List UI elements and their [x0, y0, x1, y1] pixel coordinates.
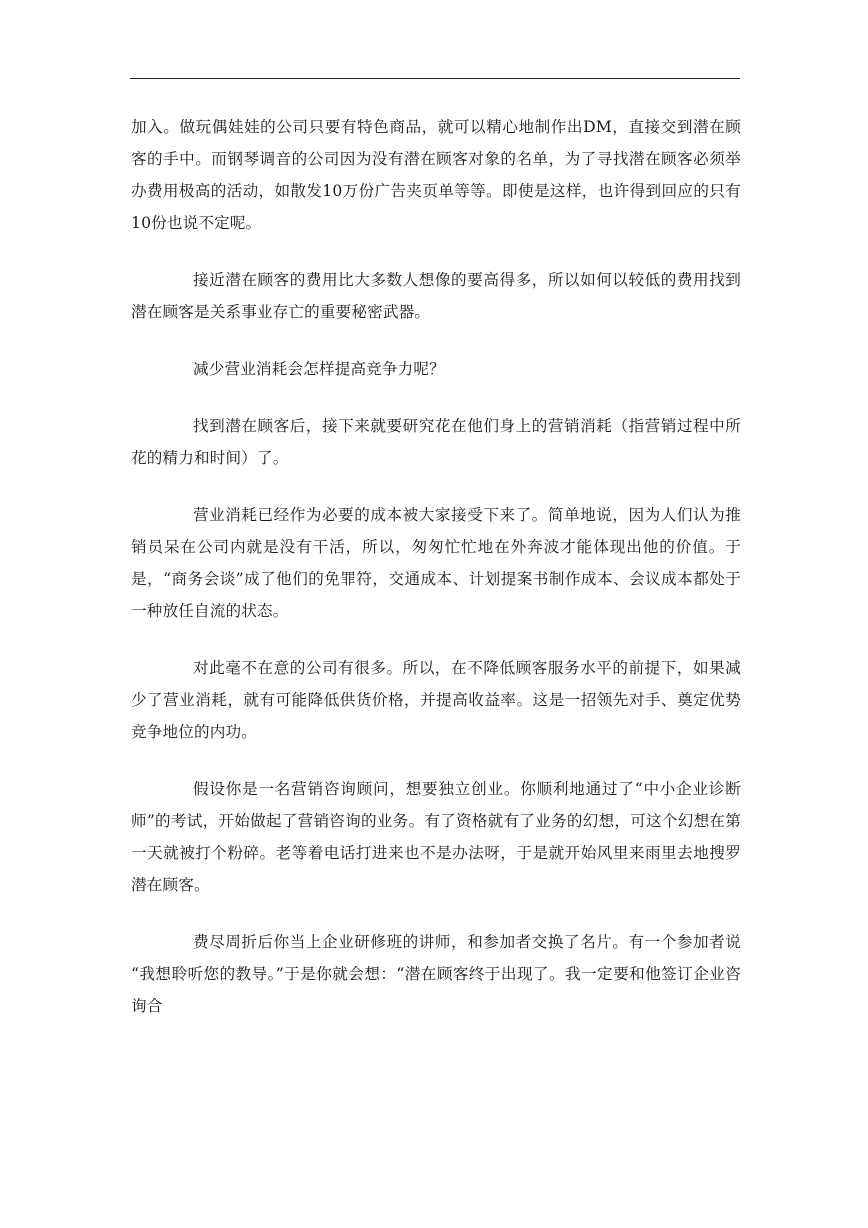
paragraph-1: 加入。做玩偶娃娃的公司只要有特色商品，就可以精心地制作出DM，直接交到潜在顾客的手中。而钢琴调音的公司因为没有潜在顾客对象的名单，为了寻找潜在顾客必须举办费用极高的活动，如散发10万份广告夹页单等等。即使是这样，也许得到回应的只有10份也说不定呢。	[131, 118, 741, 232]
paragraph-5: 对此毫不在意的公司有很多。所以，在不降低顾客服务水平的前提下，如果减少了营业消耗，就有可能降低供货价格，并提高收益率。这是一招领先对手、奠定优势竞争地位的内功。	[131, 659, 741, 741]
paragraph-6: 假设你是一名营销咨询顾问，想要独立创业。你顺利地通过了“中小企业诊断师”的考试，开始做起了营销咨询的业务。有了资格就有了业务的幻想，可这个幻想在第一天就被打个粉碎。老等着电话打进来也不是办法呀，于是就开始风里来雨里去地搜罗潜在顾客。	[131, 780, 741, 894]
section-question: 减少营业消耗会怎样提高竞争力呢？	[193, 360, 445, 378]
paragraph-2: 接近潜在顾客的费用比大多数人想像的要高得多，所以如何以较低的费用找到潜在顾客是关系事业存亡的重要秘密武器。	[131, 271, 741, 321]
paragraph-3: 找到潜在顾客后，接下来就要研究花在他们身上的营销消耗（指营销过程中所花的精力和时间）了。	[131, 417, 741, 467]
paragraph-4: 营业消耗已经作为必要的成本被大家接受下来了。简单地说，因为人们认为推销员呆在公司内就是没有干活，所以，匆匆忙忙地在外奔波才能体现出他的价值。于是，“商务会谈”成了他们的免罪符，交通成本、计划提案书制作成本、会议成本都处于一种放任自流的状态。	[131, 506, 741, 620]
document-body	[131, 111, 741, 1022]
header-rule	[130, 78, 740, 79]
paragraph-7: 费尽周折后你当上企业研修班的讲师，和参加者交换了名片。有一个参加者说 “我想聆听您的教导。”于是你就会想：“潜在顾客终于出现了。我一定要和他签订企业咨询合	[131, 933, 741, 1015]
